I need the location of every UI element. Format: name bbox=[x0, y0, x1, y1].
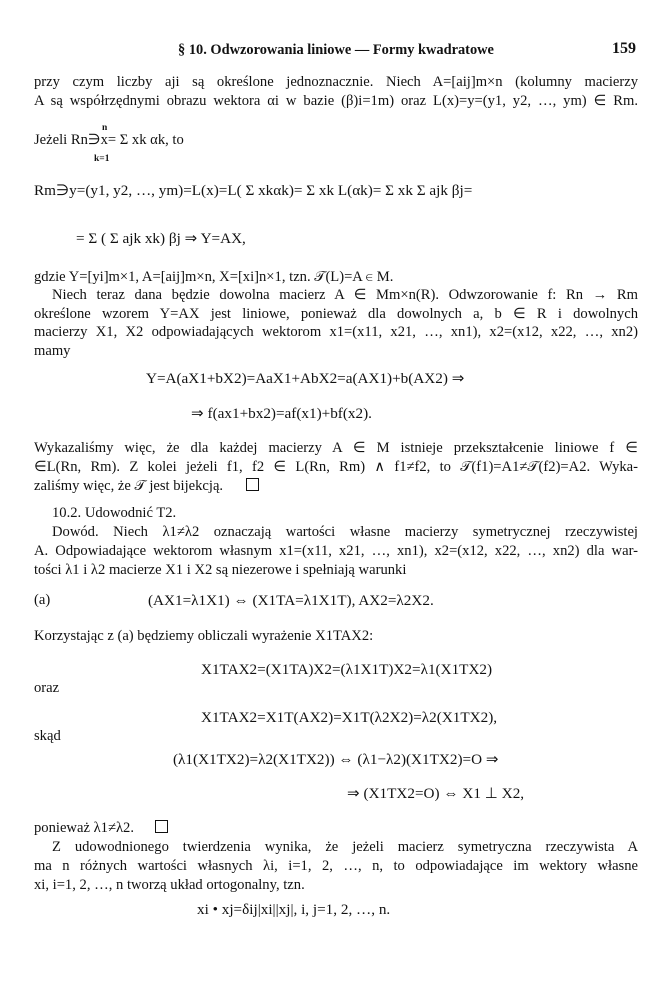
text-line bbox=[34, 477, 638, 495]
equation-line: (AX1=λ1X1) ⇔ (X1TA=λ1X1T), AX2=λ2X2. bbox=[148, 592, 434, 609]
text-line: ∈L(Rn, Rm). Z kolei jeżeli f1, f2 ∈ L(Rn, Rm) ∧ f1≠f2, to 𝒯(f1)=A1≠𝒯(f2)=A2. Wyka- bbox=[34, 459, 638, 475]
running-header bbox=[0, 42, 672, 59]
text-line: tości λ1 i λ2 macierze X1 i X2 są niezerowe i spełniają warunki bbox=[34, 562, 407, 578]
text-line: A są współrzędnymi obrazu wektora αi w bazie (β)i=1m) oraz L(x)=y=(y1, y2, …, ym) ∈ Rm. bbox=[34, 93, 638, 109]
equation-line: Rm∋y=(y1, y2, …, ym)=L(x)=L( Σ xkαk)= Σ xk L(αk)= Σ xk Σ ajk βj= bbox=[34, 182, 473, 199]
text-line: xi, i=1, 2, …, n tworzą układ ortogonalny, tzn. bbox=[34, 877, 305, 893]
sum-upper-limit: n bbox=[102, 123, 108, 133]
text-line-content: ponieważ λ1≠λ2. bbox=[34, 820, 134, 836]
equation-line: Y=A(aX1+bX2)=AaX1+AbX2=a(AX1)+b(AX2) ⇒ bbox=[146, 370, 465, 387]
text-line: gdzie Y=[yi]m×1, A=[aij]m×n, X=[xi]n×1, tzn. 𝒯(L)=A ∈ M. bbox=[34, 269, 394, 285]
text-line: ma n różnych wartości własnych λi, i=1, 2, …, n, to odpowiadające im wektory własne bbox=[34, 858, 638, 874]
text-line: Dowód. Niech λ1≠λ2 oznaczają wartości własne macierzy symetrycznej rzeczywistej bbox=[52, 524, 638, 540]
text-line: Z udowodnionego twierdzenia wynika, że jeżeli macierz symetryczna rzeczywista A bbox=[52, 839, 638, 855]
text-line: określone wzorem Y=AX jest liniowe, ponieważ dla dowolnych a, b ∈ R i dowolnych bbox=[34, 306, 638, 322]
text-line: Jeżeli Rn∋x= Σ xk αk, to bbox=[34, 132, 184, 148]
equation-line: = Σ ( Σ ajk xk) βj ⇒ Y=AX, bbox=[76, 230, 246, 247]
equation-line: X1TAX2=(X1TA)X2=(λ1X1T)X2=λ1(X1TX2) bbox=[201, 661, 493, 678]
equation-line: (λ1(X1TX2)=λ2(X1TX2)) ⇔ (λ1−λ2)(X1TX2)=O ⇒ bbox=[173, 751, 499, 768]
text-line: Wykazaliśmy więc, że dla każdej macierzy A ∈ M istnieje przekształcenie liniowe f ∈ bbox=[34, 440, 638, 456]
text-line: mamy bbox=[34, 343, 71, 359]
section-title: § 10. Odwzorowania liniowe — Formy kwadratowe bbox=[178, 42, 494, 58]
text-line: przy czym liczby aji są określone jednoznacznie. Niech A=[aij]m×n (kolumny macierzy bbox=[34, 74, 638, 90]
equation-label: (a) bbox=[34, 592, 51, 608]
connective-word: oraz bbox=[34, 680, 60, 696]
text-line: Niech teraz dana będzie dowolna macierz A ∈ Mm×n(R). Odwzorowanie f: Rn → Rm bbox=[52, 287, 638, 303]
equation-line: ⇒ (X1TX2=O) ⇔ X1 ⊥ X2, bbox=[347, 785, 525, 802]
equation-line: ⇒ f(ax1+bx2)=af(x1)+bf(x2). bbox=[191, 405, 372, 422]
exercise-heading: 10.2. Udowodnić T2. bbox=[52, 505, 177, 521]
end-of-proof-box bbox=[246, 478, 259, 491]
text-line bbox=[34, 819, 638, 837]
equation-line: X1TAX2=X1T(AX2)=X1T(λ2X2)=λ2(X1TX2), bbox=[201, 709, 498, 726]
sum-lower-limit: k=1 bbox=[94, 154, 110, 164]
text-line-content: zaliśmy więc, że 𝒯 jest bijekcją. bbox=[34, 478, 224, 494]
text-line: A. Odpowiadające wektorom własnym x1=(x11, x21, …, xn1), x2=(x12, x22, …, xn2) dla war- bbox=[34, 543, 638, 559]
connective-word: skąd bbox=[34, 728, 61, 744]
text-line: Korzystając z (a) będziemy obliczali wyrażenie X1TAX2: bbox=[34, 628, 374, 644]
page-number: 159 bbox=[612, 40, 636, 57]
end-of-proof-box bbox=[155, 820, 168, 833]
text-line: macierzy X1, X2 odpowiadających wektorom x1=(x11, x21, …, xn1), x2=(x12, x22, …, xn2) bbox=[34, 324, 638, 340]
equation-line: xi • xj=δij|xi||xj|, i, j=1, 2, …, n. bbox=[197, 901, 391, 918]
